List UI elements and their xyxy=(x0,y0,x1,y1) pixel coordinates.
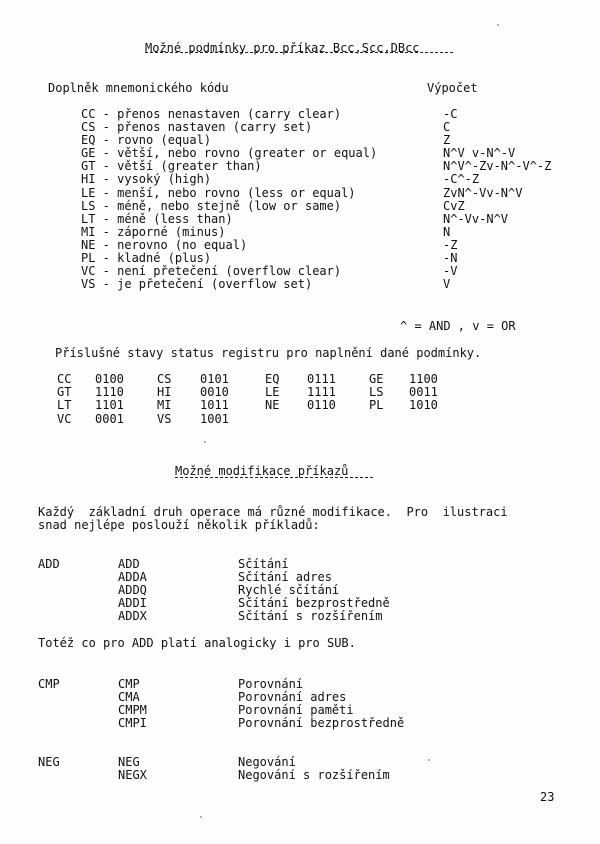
status-bits: 0011 xyxy=(409,385,438,400)
page-number: 23 xyxy=(540,790,555,804)
condition-calc: C xyxy=(443,120,451,135)
operator-legend: ^ = AND , v = OR xyxy=(400,319,516,333)
condition-calc: -N xyxy=(443,251,458,266)
condition-text: HI - vysoký (high) xyxy=(81,172,212,187)
group-label: CMP xyxy=(38,677,60,691)
status-bits: 1111 xyxy=(307,385,336,400)
description: Rychlé sčítání xyxy=(238,583,340,597)
condition-calc: CvZ xyxy=(443,198,465,213)
mnemonic: ADD xyxy=(118,557,140,571)
scan-speck xyxy=(200,816,202,818)
condition-text: VS - je přetečení (overflow set) xyxy=(81,277,313,292)
condition-text: LE - menší, nebo rovno (less or equal) xyxy=(81,185,356,200)
status-code: VS xyxy=(157,411,172,426)
status-code: CC xyxy=(57,372,72,386)
description: Porovnání bezprostředně xyxy=(238,716,405,730)
column-header-calculation: Výpočet xyxy=(427,81,478,95)
mnemonic: CMP xyxy=(118,677,140,691)
paragraph-line: Každý základní druh operace má různé modifikace. Pro ilustraci xyxy=(38,505,508,519)
condition-calc: -V xyxy=(443,264,458,279)
status-bits: 0010 xyxy=(200,385,229,400)
status-code: PL xyxy=(369,398,384,413)
scan-speck xyxy=(204,441,206,443)
description: Porovnání adres xyxy=(238,690,347,704)
description: Porovnání xyxy=(238,677,304,691)
status-code: VC xyxy=(57,411,72,426)
mnemonic: ADDI xyxy=(118,596,147,610)
status-bits: 0110 xyxy=(307,398,336,413)
mnemonic: NEG xyxy=(118,755,140,769)
status-bits: 1100 xyxy=(409,372,438,386)
status-code: LT xyxy=(57,398,72,413)
status-code: NE xyxy=(265,398,280,413)
condition-text: NE - nerovno (no equal) xyxy=(81,237,248,252)
description: Sčítání adres xyxy=(238,570,332,584)
description: Sčítání bezprostředně xyxy=(238,596,390,610)
status-code: GE xyxy=(369,372,384,386)
mnemonic: ADDQ xyxy=(118,583,147,597)
condition-text: CC - přenos nenastaven (carry clear) xyxy=(81,107,342,121)
status-bits: 0111 xyxy=(307,372,336,386)
condition-text: CS - přenos nastaven (carry set) xyxy=(81,120,313,135)
status-code: HI xyxy=(157,385,172,400)
sub-note: Totéž co pro ADD platí analogicky i pro SUB. xyxy=(38,636,356,650)
mnemonic: ADDA xyxy=(118,570,147,584)
section-title-underline xyxy=(175,477,373,478)
condition-calc: ZvN^-Vv-N^V xyxy=(443,185,523,200)
status-section-title: Příslušné stavy status registru pro naplnění dané podmínky. xyxy=(55,346,482,360)
scan-speck xyxy=(428,759,430,761)
status-code: MI xyxy=(157,398,172,413)
status-bits: 1011 xyxy=(200,398,229,413)
status-bits: 0100 xyxy=(95,372,124,386)
section-title-modifications: Možné modifikace příkazů xyxy=(175,464,349,478)
column-header-mnemonic: Doplněk mnemonického kódu xyxy=(48,81,229,95)
condition-text: MI - záporné (minus) xyxy=(81,224,226,239)
condition-calc: V xyxy=(443,277,451,292)
mnemonic: CMPM xyxy=(118,703,147,717)
paragraph-line: snad nejlépe poslouží několik příkladů: xyxy=(38,518,320,532)
mnemonic: ADDX xyxy=(118,609,147,623)
condition-calc: -C xyxy=(443,107,458,121)
status-code: LE xyxy=(265,385,280,400)
status-bits: 1001 xyxy=(200,411,229,426)
condition-calc: Z xyxy=(443,133,451,148)
description: Porovnání paměti xyxy=(238,703,354,717)
condition-calc: N^V v-N^-V xyxy=(443,146,516,161)
description: Sčítání s rozšířením xyxy=(238,609,383,623)
status-bits: 0101 xyxy=(200,372,229,386)
condition-text: GE - větší, nebo rovno (greater or equal) xyxy=(81,146,378,161)
description: Sčítání xyxy=(238,557,289,571)
status-bits: 0001 xyxy=(95,411,124,426)
mnemonic: NEGX xyxy=(118,768,147,782)
title-underline xyxy=(145,52,453,53)
condition-text: EQ - rovno (equal) xyxy=(81,133,212,148)
condition-calc: N xyxy=(443,224,451,239)
status-code: EQ xyxy=(265,372,280,386)
condition-calc: -Z xyxy=(443,237,458,252)
scan-speck xyxy=(497,24,499,26)
status-code: CS xyxy=(157,372,172,386)
condition-text: LS - méně, nebo stejně (low or same) xyxy=(81,198,342,213)
intro-paragraph xyxy=(38,506,508,532)
condition-calc: N^V^-Zv-N^-V^-Z xyxy=(443,159,552,174)
condition-text: PL - kladné (plus) xyxy=(81,251,212,266)
status-bits: 1010 xyxy=(409,398,438,413)
status-bits: 1101 xyxy=(95,398,124,413)
status-bits: 1110 xyxy=(95,385,124,400)
condition-calc: N^-Vv-N^V xyxy=(443,211,509,226)
condition-calc: -C^-Z xyxy=(443,172,480,187)
page-title: Možné podmínky pro příkaz Bcc,Scc,DBcc xyxy=(145,41,420,55)
condition-text: GT - větší (greater than) xyxy=(81,159,262,174)
condition-text: VC - není přetečení (overflow clear) xyxy=(81,264,342,279)
mnemonic: CMPI xyxy=(118,716,147,730)
description: Negování xyxy=(238,755,296,769)
description: Negování s rozšířením xyxy=(238,768,390,782)
condition-text: LT - méně (less than) xyxy=(81,211,233,226)
mnemonic: CMA xyxy=(118,690,140,704)
status-code: GT xyxy=(57,385,72,400)
group-label: NEG xyxy=(38,755,60,769)
group-label: ADD xyxy=(38,557,60,571)
status-code: LS xyxy=(369,385,384,400)
